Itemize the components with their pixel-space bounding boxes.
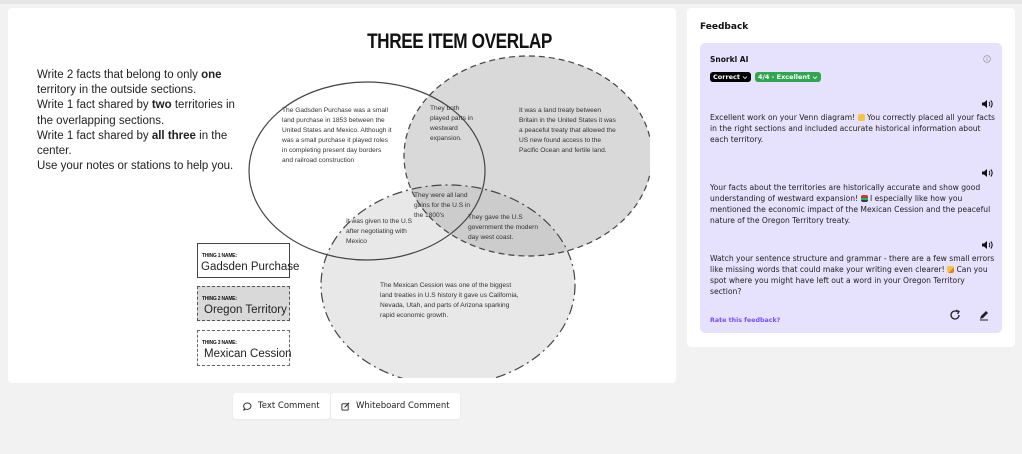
venn-mexican-only: The Mexican Cession was one of the biggest land treaties in U.S history it gave us California, Nevada, Utah, and parts of Arizona sparking rapid economic growth.	[380, 282, 519, 320]
trophy-icon	[858, 114, 865, 121]
whiteboard-comment-label: Whiteboard Comment	[356, 401, 450, 411]
venn-gadsden-mexican: It was given to the U.S after negotiating with Mexico	[346, 218, 412, 246]
instruction-line	[37, 98, 237, 128]
speaker-icon[interactable]	[981, 240, 993, 250]
legend-label: THING 1 NAME:	[202, 253, 237, 259]
feedback-text: Your facts about the territories are historically accurate and show good understanding of westward expansion!	[710, 183, 981, 203]
legend-thing-1	[197, 243, 300, 278]
chevron-down-icon	[812, 75, 818, 80]
feedback-author: Snorkl AI	[710, 55, 749, 64]
venn-gadsden-only: The Gadsden Purchase was a small land purchase in 1853 between the United States and Mexico. Although it was a small purchase it played roles in completing present day borders and railroad construction	[282, 107, 392, 165]
legend-label: THING 3 NAME:	[202, 340, 237, 346]
status-pill[interactable]	[710, 72, 751, 82]
legend-thing-3	[197, 330, 290, 366]
worksheet-title: THREE ITEM OVERLAP	[367, 30, 552, 53]
top-bar	[0, 0, 1022, 4]
venn-oregon-mexican: They gave the U.S government the modern day west coast.	[468, 214, 539, 242]
edit-pencil-icon[interactable]	[978, 309, 990, 321]
feedback-panel	[687, 8, 1015, 347]
legend-label: THING 2 NAME:	[202, 296, 237, 302]
refresh-icon[interactable]	[949, 309, 961, 321]
instruction-emphasis: one	[201, 69, 222, 81]
speech-bubble-icon	[243, 402, 252, 411]
feedback-text: Can you spot where you might have left out a word in your Oregon Territory section?	[710, 265, 988, 296]
text-comment-label: Text Comment	[258, 401, 320, 411]
feedback-text: Excellent work on your Venn diagram!	[710, 113, 858, 122]
instruction-text: Use your notes or stations to help you.	[37, 160, 234, 173]
instruction-text: Write 1 fact shared by	[37, 99, 152, 112]
venn-all-three: They were all land gains for the U.S in the 1800's	[414, 192, 471, 220]
legend-value: Gadsden Purchase	[201, 261, 300, 273]
feedback-paragraph	[710, 253, 995, 297]
feedback-text: You correctly placed all your facts in the right sections and included accurate historical information about each territory.	[710, 113, 996, 144]
instruction-emphasis: two	[151, 99, 172, 112]
whiteboard-comment-button[interactable]	[331, 393, 460, 419]
legend-value: Oregon Territory	[204, 304, 287, 316]
worksheet-canvas	[8, 8, 676, 383]
speaker-icon[interactable]	[981, 168, 993, 178]
venn-gadsden-oregon: They both played parts in westward expansion.	[430, 105, 473, 143]
instruction-text: territories in the overlapping sections.	[37, 99, 235, 127]
status-pill-label: Correct	[713, 73, 741, 81]
info-icon[interactable]	[983, 55, 991, 63]
instruction-emphasis: all three	[151, 129, 196, 142]
speaker-icon[interactable]	[981, 99, 993, 109]
legend-value: Mexican Cession	[204, 348, 292, 360]
instruction-text: in the center.	[37, 129, 228, 158]
instruction-text: Write 2 facts that belong to only	[37, 69, 202, 81]
instruction-line	[37, 159, 237, 174]
instructions	[37, 68, 237, 174]
instruction-line	[37, 129, 237, 159]
feedback-text: I especially like how you mentioned the economic impact of the Mexican Cession and the peaceful nature of the Oregon Territory treaty.	[710, 194, 991, 225]
text-comment-button[interactable]	[233, 393, 330, 419]
legend-thing-2	[197, 286, 290, 321]
score-pill-label: 4/4 - Excellent	[758, 73, 811, 81]
feedback-heading: Feedback	[700, 22, 749, 32]
feedback-card	[700, 43, 1002, 333]
feedback-paragraph	[710, 182, 995, 226]
instruction-text: Write 1 fact shared by	[37, 129, 152, 142]
books-icon	[861, 195, 868, 202]
feedback-text: Watch your sentence structure and grammar - there are a few small errors like missing words that could make your writing even clearer!	[710, 254, 995, 274]
feedback-paragraph	[710, 112, 995, 145]
instruction-line	[37, 68, 237, 98]
score-pill[interactable]	[755, 72, 821, 82]
instruction-text: territory in the outside sections.	[37, 84, 197, 97]
venn-oregon-only: It was a land treaty between Britain in the United States it was a peaceful treaty that allowed the US new found access to the Pacific Ocean and fertile land.	[519, 107, 616, 155]
rate-feedback-link[interactable]: Rate this feedback?	[710, 317, 781, 324]
edit-square-icon	[341, 402, 350, 411]
chevron-down-icon	[742, 75, 748, 80]
